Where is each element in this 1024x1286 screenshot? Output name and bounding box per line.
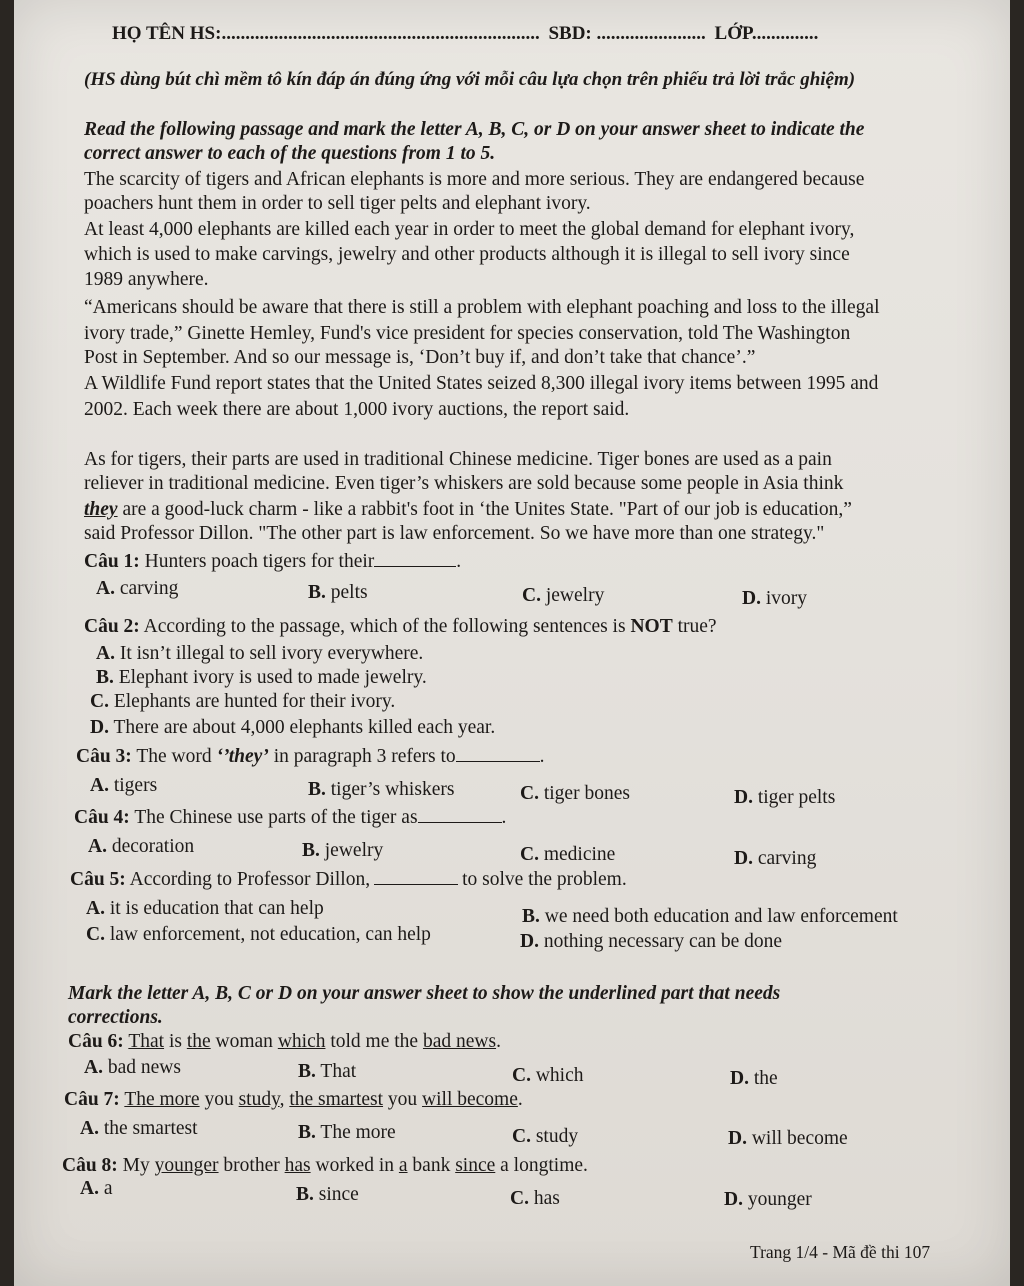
option-letter: C. bbox=[90, 691, 109, 712]
q8-option-c[interactable] bbox=[510, 1187, 560, 1211]
section1-instruction-line1: Read the following passage and mark the letter A, B, C, or D on your answer sheet to indicate the bbox=[84, 119, 865, 140]
sentence-text: , bbox=[279, 1089, 290, 1110]
option-text: bad news bbox=[107, 1057, 181, 1078]
underlined-part: has bbox=[284, 1155, 311, 1176]
q1-option-a[interactable] bbox=[96, 577, 178, 601]
section2-instruction-line1: Mark the letter A, B, C or D on your answer sheet to show the underlined part that needs bbox=[68, 983, 781, 1004]
option-text: the bbox=[753, 1068, 778, 1089]
option-text: will become bbox=[751, 1128, 848, 1149]
question-2 bbox=[84, 615, 717, 639]
passage-line: which is used to make carvings, jewelry and other products although it is illegal to sell ivory since bbox=[84, 244, 850, 265]
question-label: Câu 1: bbox=[84, 551, 140, 572]
option-text: younger bbox=[747, 1189, 812, 1210]
option-text: decoration bbox=[111, 836, 195, 857]
q8-option-d[interactable] bbox=[724, 1188, 812, 1212]
option-text: since bbox=[318, 1184, 359, 1205]
option-letter: C. bbox=[512, 1065, 531, 1086]
option-text: nothing necessary can be done bbox=[543, 931, 783, 952]
answer-blank bbox=[456, 745, 540, 762]
option-letter: D. bbox=[734, 848, 753, 869]
option-letter: A. bbox=[80, 1118, 99, 1139]
option-letter: A. bbox=[84, 1057, 103, 1078]
underlined-part: since bbox=[455, 1155, 496, 1176]
name-label: HỌ TÊN HS: bbox=[112, 23, 222, 44]
q7-option-c[interactable] bbox=[512, 1125, 578, 1149]
option-text: carving bbox=[757, 848, 817, 869]
sentence-text: woman bbox=[210, 1031, 278, 1052]
option-letter: D. bbox=[734, 787, 753, 808]
option-text: There are about 4,000 elephants killed each year. bbox=[113, 717, 496, 738]
underlined-they: they bbox=[84, 499, 118, 520]
option-letter: D. bbox=[90, 717, 109, 738]
passage-line: A Wildlife Fund report states that the United States seized 8,300 illegal ivory items between 1995 and bbox=[84, 373, 879, 394]
sentence-text: My bbox=[122, 1155, 155, 1176]
sentence-text: . bbox=[517, 1089, 523, 1110]
question-label: Câu 3: bbox=[76, 746, 132, 767]
option-text: which bbox=[535, 1065, 584, 1086]
section2-instruction-line2: corrections. bbox=[68, 1007, 163, 1028]
q2-option-d[interactable] bbox=[90, 716, 495, 740]
quoted-word: ‘’they’ bbox=[216, 746, 269, 767]
option-text: That bbox=[320, 1061, 357, 1082]
question-stem: Hunters poach tigers for their bbox=[144, 551, 375, 572]
option-letter: A. bbox=[86, 898, 105, 919]
option-letter: D. bbox=[724, 1189, 743, 1210]
underlined-part: will become bbox=[422, 1089, 518, 1110]
q8-option-a[interactable] bbox=[80, 1177, 113, 1201]
option-text: a bbox=[103, 1178, 113, 1199]
sentence-text: is bbox=[164, 1031, 187, 1052]
question-5 bbox=[70, 868, 627, 892]
option-text: jewelry bbox=[324, 840, 384, 861]
q4-option-a[interactable] bbox=[88, 835, 194, 859]
passage-line: said Professor Dillon. "The other part is law enforcement. So we have more than one strategy." bbox=[84, 523, 825, 544]
q5-option-a[interactable] bbox=[86, 897, 324, 921]
option-text: Elephants are hunted for their ivory. bbox=[113, 691, 396, 712]
q1-option-d[interactable] bbox=[742, 587, 807, 611]
sentence-text: you bbox=[199, 1089, 239, 1110]
option-text: has bbox=[533, 1188, 560, 1209]
header-line bbox=[112, 22, 818, 46]
option-letter: B. bbox=[298, 1061, 316, 1082]
question-4 bbox=[74, 806, 506, 830]
passage-line: “Americans should be aware that there is still a problem with elephant poaching and loss to the illegal bbox=[84, 297, 880, 318]
underlined-part: The more bbox=[124, 1089, 200, 1110]
answer-blank bbox=[374, 868, 458, 885]
q5-option-d[interactable] bbox=[520, 930, 782, 954]
question-8 bbox=[62, 1154, 588, 1178]
option-text: pelts bbox=[330, 582, 368, 603]
q3-option-b[interactable] bbox=[308, 778, 454, 802]
q6-option-b[interactable] bbox=[298, 1060, 356, 1084]
question-stem: According to the passage, which of the following sentences is bbox=[143, 616, 626, 637]
option-text: tiger bones bbox=[543, 783, 630, 804]
option-text: tiger pelts bbox=[757, 787, 836, 808]
question-stem: According to Professor Dillon, bbox=[129, 869, 371, 890]
option-letter: A. bbox=[90, 775, 109, 796]
option-letter: B. bbox=[522, 906, 540, 927]
section1-instruction-line2: correct answer to each of the questions from 1 to 5. bbox=[84, 143, 496, 164]
sentence-text: bank bbox=[407, 1155, 456, 1176]
question-label: Câu 6: bbox=[68, 1031, 124, 1052]
option-letter: B. bbox=[308, 582, 326, 603]
question-label: Câu 4: bbox=[74, 807, 130, 828]
option-text: jewelry bbox=[545, 585, 605, 606]
passage-line: poachers hunt them in order to sell tiger pelts and elephant ivory. bbox=[84, 193, 591, 214]
sentence-text: you bbox=[383, 1089, 423, 1110]
question-end: true? bbox=[677, 616, 717, 637]
question-label: Câu 7: bbox=[64, 1089, 120, 1110]
option-text: Elephant ivory is used to made jewelry. bbox=[118, 667, 427, 688]
underlined-part: study bbox=[238, 1089, 280, 1110]
option-letter: C. bbox=[522, 585, 541, 606]
option-letter: B. bbox=[96, 667, 114, 688]
q2-option-c[interactable] bbox=[90, 690, 395, 714]
q1-option-b[interactable] bbox=[308, 581, 368, 605]
option-letter: D. bbox=[728, 1128, 747, 1149]
underlined-part: which bbox=[277, 1031, 326, 1052]
option-letter: D. bbox=[520, 931, 539, 952]
option-text: tigers bbox=[113, 775, 158, 796]
option-text: medicine bbox=[543, 844, 616, 865]
question-6 bbox=[68, 1030, 501, 1054]
passage-line: ivory trade,” Ginette Hemley, Fund's vice president for species conservation, told The Washington bbox=[84, 323, 851, 344]
q2-option-b[interactable] bbox=[96, 666, 427, 690]
passage-line: 1989 anywhere. bbox=[84, 269, 209, 290]
question-label: Câu 5: bbox=[70, 869, 126, 890]
option-letter: B. bbox=[298, 1122, 316, 1143]
q4-option-c[interactable] bbox=[520, 843, 615, 867]
exam-sheet bbox=[14, 0, 1010, 1286]
passage-line: Post in September. And so our message is, ‘Don’t buy if, and don’t take that chance’.” bbox=[84, 347, 756, 368]
underlined-part: the smartest bbox=[289, 1089, 384, 1110]
question-3 bbox=[76, 745, 545, 769]
q3-option-c[interactable] bbox=[520, 782, 630, 806]
question-stem-post: in paragraph 3 refers to bbox=[273, 746, 456, 767]
sbd-dots: ....................... bbox=[596, 23, 706, 44]
underlined-part: bad news bbox=[422, 1031, 497, 1052]
option-letter: C. bbox=[520, 844, 539, 865]
passage-line-they bbox=[84, 498, 852, 522]
q5-option-b[interactable] bbox=[522, 905, 898, 929]
q4-option-d[interactable] bbox=[734, 847, 816, 871]
q1-option-c[interactable] bbox=[522, 584, 604, 608]
question-stem: The Chinese use parts of the tiger as bbox=[134, 807, 418, 828]
option-text: we need both education and law enforcement bbox=[544, 906, 898, 927]
passage-line: The scarcity of tigers and African elephants is more and more serious. They are endangered because bbox=[84, 169, 865, 190]
q6-option-d[interactable] bbox=[730, 1067, 778, 1091]
underlined-part: the bbox=[186, 1031, 211, 1052]
passage-line: As for tigers, their parts are used in traditional Chinese medicine. Tiger bones are used as a pain bbox=[84, 449, 832, 470]
q3-option-d[interactable] bbox=[734, 786, 835, 810]
option-letter: C. bbox=[512, 1126, 531, 1147]
option-letter: A. bbox=[80, 1178, 99, 1199]
q7-option-d[interactable] bbox=[728, 1127, 848, 1151]
sentence-text: brother bbox=[218, 1155, 285, 1176]
option-letter: C. bbox=[86, 924, 105, 945]
q7-option-a[interactable] bbox=[80, 1117, 198, 1141]
option-text: carving bbox=[119, 578, 179, 599]
question-end: . bbox=[539, 746, 545, 767]
option-letter: B. bbox=[308, 779, 326, 800]
sentence-text: told me the bbox=[325, 1031, 423, 1052]
sentence-text: worked in bbox=[310, 1155, 399, 1176]
passage-line: reliever in traditional medicine. Even tiger’s whiskers are sold because some people in Asia think bbox=[84, 473, 844, 494]
question-label: Câu 2: bbox=[84, 616, 140, 637]
option-text: study bbox=[535, 1126, 579, 1147]
name-dots: ................................................................... bbox=[221, 23, 540, 44]
not-emphasis: NOT bbox=[630, 616, 673, 637]
q2-option-a[interactable] bbox=[96, 642, 423, 666]
q3-option-a[interactable] bbox=[90, 774, 157, 798]
q5-option-c[interactable] bbox=[86, 923, 431, 947]
option-letter: D. bbox=[730, 1068, 749, 1089]
passage-line: At least 4,000 elephants are killed each year in order to meet the global demand for elephant ivory, bbox=[84, 219, 855, 240]
question-1 bbox=[84, 550, 461, 574]
option-letter: A. bbox=[96, 643, 115, 664]
question-end: to solve the problem. bbox=[462, 869, 627, 890]
sentence-text: . bbox=[496, 1031, 501, 1052]
sentence-text: a longtime. bbox=[495, 1155, 588, 1176]
underlined-part: That bbox=[128, 1031, 165, 1052]
page-footer: Trang 1/4 - Mã đề thi 107 bbox=[750, 1242, 931, 1262]
question-end: . bbox=[456, 551, 462, 572]
class-dots: .............. bbox=[751, 23, 819, 44]
option-letter: B. bbox=[302, 840, 320, 861]
option-letter: A. bbox=[88, 836, 107, 857]
option-text: It isn’t illegal to sell ivory everywhere. bbox=[119, 643, 424, 664]
q7-option-b[interactable] bbox=[298, 1121, 396, 1145]
option-text: The more bbox=[320, 1122, 396, 1143]
option-letter: A. bbox=[96, 578, 115, 599]
option-text: it is education that can help bbox=[109, 898, 324, 919]
option-letter: D. bbox=[742, 588, 761, 609]
q6-option-c[interactable] bbox=[512, 1064, 584, 1088]
q8-option-b[interactable] bbox=[296, 1183, 359, 1207]
header-instruction: (HS dùng bút chì mềm tô kín đáp án đúng ứng với mỗi câu lựa chọn trên phiếu trả lời trắc ghiệm) bbox=[84, 69, 856, 90]
question-stem-pre: The word bbox=[136, 746, 212, 767]
question-7 bbox=[64, 1088, 523, 1112]
q6-option-a[interactable] bbox=[84, 1056, 181, 1080]
underlined-part: younger bbox=[154, 1155, 219, 1176]
answer-blank bbox=[374, 550, 456, 567]
answer-blank bbox=[418, 806, 502, 823]
option-letter: C. bbox=[520, 783, 539, 804]
question-label: Câu 8: bbox=[62, 1155, 118, 1176]
sbd-label: SBD: bbox=[548, 23, 592, 44]
class-label: LỚP bbox=[714, 23, 752, 44]
option-text: law enforcement, not education, can help bbox=[109, 924, 431, 945]
passage-line: 2002. Each week there are about 1,000 ivory auctions, the report said. bbox=[84, 399, 630, 420]
option-letter: B. bbox=[296, 1184, 314, 1205]
option-text: ivory bbox=[765, 588, 808, 609]
q4-option-b[interactable] bbox=[302, 839, 383, 863]
option-text: tiger’s whiskers bbox=[330, 779, 455, 800]
option-letter: C. bbox=[510, 1188, 529, 1209]
option-text: the smartest bbox=[103, 1118, 198, 1139]
underlined-part: a bbox=[398, 1155, 408, 1176]
question-end: . bbox=[501, 807, 507, 828]
passage-line-rest: are a good-luck charm - like a rabbit's foot in ‘the Unites State. "Part of our job is education,” bbox=[122, 499, 852, 520]
